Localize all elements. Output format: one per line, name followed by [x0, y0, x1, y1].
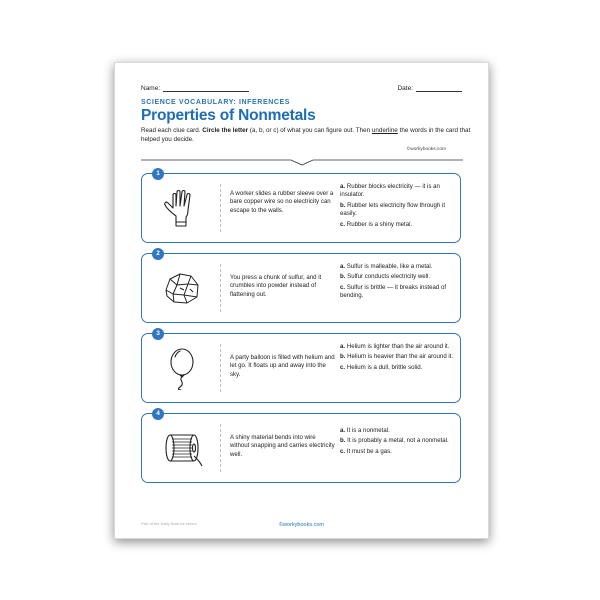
- date-label: Date:: [397, 85, 413, 92]
- option-a[interactable]: [340, 343, 454, 351]
- name-line: [163, 85, 249, 92]
- option-b[interactable]: [340, 273, 454, 281]
- section-divider: [141, 157, 463, 167]
- card-separator: [220, 184, 221, 232]
- option-c[interactable]: [340, 364, 454, 372]
- option-letter: c.: [340, 283, 346, 291]
- option-text: Helium is heavier than the air around it.: [347, 353, 454, 361]
- clue-card-2: [141, 250, 461, 323]
- card-separator: [220, 424, 221, 472]
- option-letter: c.: [340, 220, 346, 228]
- copyright: ©workybooks.com: [406, 147, 446, 152]
- instructions-underline: underline: [371, 127, 398, 134]
- option-text: Rubber lets electricity flow through it easily.: [340, 201, 446, 218]
- option-c[interactable]: [340, 221, 454, 229]
- clue-text: A party balloon is filled with helium and let go. It floats up and away into the sky.: [230, 354, 335, 378]
- option-text: It is probably a metal, not a nonmetal.: [347, 437, 449, 445]
- option-text: Rubber blocks electricity — it is an insulator.: [340, 183, 440, 199]
- worksheet-page: [114, 62, 489, 539]
- option-letter: b.: [340, 353, 346, 361]
- clue-card-3: [141, 330, 461, 403]
- option-b[interactable]: [340, 437, 454, 445]
- option-a[interactable]: [340, 263, 454, 271]
- option-letter: a.: [340, 263, 346, 270]
- option-b[interactable]: [340, 353, 454, 361]
- footer-site-link[interactable]: ©workybooks.com: [278, 522, 324, 528]
- option-letter: b.: [340, 437, 346, 445]
- option-a[interactable]: [340, 183, 454, 200]
- clue-card-1: [141, 170, 461, 243]
- section-kicker: SCIENCE VOCABULARY: INFERENCES: [141, 99, 291, 106]
- card-number-badge: 2: [152, 248, 164, 260]
- option-letter: a.: [340, 427, 346, 434]
- balloon-icon: [160, 346, 204, 390]
- option-letter: b.: [340, 273, 346, 281]
- instructions-text-2: (a, b, or c) of what you can figure out. Then: [248, 127, 372, 134]
- option-letter: a.: [340, 343, 346, 350]
- option-text: Rubber is a shiny metal.: [346, 220, 413, 228]
- card-number-badge: 1: [152, 168, 164, 180]
- instructions: [141, 127, 471, 144]
- date-field[interactable]: [397, 85, 462, 92]
- clue-text: A worker slides a rubber sleeve over a bare copper wire so no electricity can escape to the walls.: [230, 190, 334, 214]
- clue-text: You press a chunk of sulfur, and it crumbles into powder instead of flattening out.: [230, 274, 322, 298]
- clue-card-4: [141, 410, 461, 483]
- rock-icon: [160, 266, 204, 310]
- instructions-text-1: Read each clue card.: [141, 127, 203, 134]
- option-letter: c.: [340, 447, 346, 455]
- footer-series-note: Part of the Daily Science series: [141, 521, 197, 526]
- answer-options: [340, 343, 454, 374]
- instructions-text-3: the words in the card that helped you decide.: [141, 127, 471, 143]
- name-field[interactable]: [141, 85, 249, 92]
- option-b[interactable]: [340, 202, 454, 219]
- answer-options: [340, 183, 454, 231]
- option-text: Helium is a dull, brittle solid.: [346, 363, 423, 371]
- card-number-badge: 3: [152, 328, 164, 340]
- answer-options: [340, 263, 454, 303]
- option-a[interactable]: [340, 427, 454, 435]
- answer-options: [340, 427, 454, 458]
- instructions-bold: Circle the letter: [202, 127, 249, 134]
- wire-spool-icon: [160, 426, 204, 470]
- card-number-badge: 4: [152, 408, 164, 420]
- page-title: Properties of Nonmetals: [141, 107, 316, 124]
- option-text: Helium is lighter than the air around it.: [346, 343, 450, 350]
- option-text: It is a nonmetal.: [346, 427, 390, 434]
- option-text: It must be a gas.: [346, 447, 392, 455]
- option-letter: b.: [340, 201, 346, 209]
- option-text: Sulfur conducts electricity well.: [347, 273, 431, 281]
- option-c[interactable]: [340, 448, 454, 456]
- option-letter: c.: [340, 363, 346, 371]
- option-c[interactable]: [340, 284, 454, 301]
- option-letter: a.: [340, 183, 346, 190]
- glove-icon: [160, 186, 204, 230]
- header-row: [141, 85, 462, 97]
- option-text: Sulfur is brittle — it breaks instead of bending.: [340, 283, 447, 300]
- option-text: Sulfur is malleable, like a metal.: [346, 263, 433, 270]
- date-line: [416, 85, 462, 92]
- card-separator: [220, 264, 221, 312]
- clue-text: A shiny material bends into wire without snapping and carries electricity well.: [230, 434, 335, 458]
- name-label: Name:: [141, 85, 161, 92]
- card-separator: [220, 344, 221, 392]
